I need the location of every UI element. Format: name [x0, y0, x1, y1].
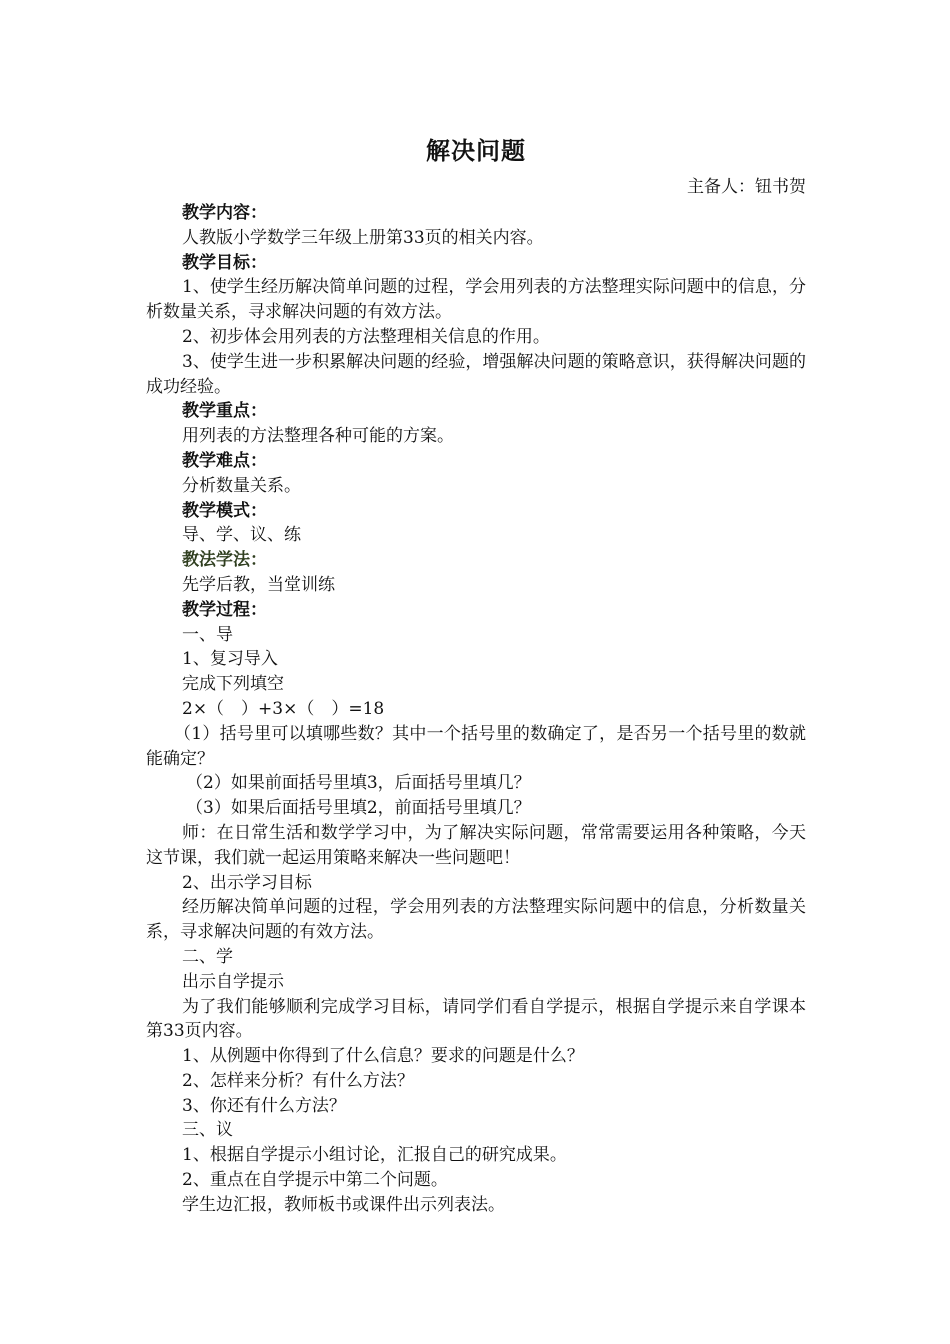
paragraph: （1）括号里可以填哪些数？其中一个括号里的数确定了，是否另一个括号里的数就能确定？ [146, 723, 806, 769]
section-heading: 二、学 [182, 946, 233, 967]
paragraph: 人教版小学数学三年级上册第33页的相关内容。 [182, 227, 544, 248]
paragraph: 2、初步体会用列表的方法整理相关信息的作用。 [182, 326, 550, 347]
paragraph: （2）如果前面括号里填3，后面括号里填几？ [186, 773, 531, 794]
heading-key-points: 教学重点： [182, 401, 267, 422]
paragraph: 用列表的方法整理各种可能的方案。 [182, 426, 454, 447]
paragraph: 1、根据自学提示小组讨论，汇报自己的研究成果。 [182, 1145, 567, 1166]
paragraph: 1、使学生经历解决简单问题的过程，学会用列表的方法整理实际问题中的信息，分析数量关系，寻求解决问题的有效方法。 [146, 277, 806, 323]
document-page [146, 133, 806, 1218]
heading-teaching-process: 教学过程： [182, 599, 267, 620]
section-heading: 三、议 [182, 1120, 233, 1141]
heading-teaching-mode: 教学模式： [182, 500, 267, 521]
heading-teaching-content: 教学内容： [182, 203, 267, 223]
paragraph: 师：在日常生活和数学学习中，为了解决实际问题，常常需要运用各种策略，今天这节课，我们就一起运用策略来解决一些问题吧！ [146, 822, 806, 868]
paragraph: 完成下列填空 [182, 674, 284, 695]
paragraph: 分析数量关系。 [182, 475, 301, 496]
paragraph: 3、你还有什么方法？ [182, 1095, 346, 1116]
document-author: 主备人：钮书贺 [687, 177, 806, 197]
document-title: 解决问题 [426, 136, 526, 165]
paragraph: 经历解决简单问题的过程，学会用列表的方法整理实际问题中的信息，分析数量关系，寻求解决问题的有效方法。 [146, 897, 806, 943]
paragraph: 2、重点在自学提示中第二个问题。 [182, 1170, 448, 1191]
paragraph: 学生边汇报，教师板书或课件出示列表法。 [182, 1194, 505, 1215]
equation-line: 2×（ ）+3×（ ）=18 [182, 698, 385, 719]
paragraph: 先学后教，当堂训练 [182, 574, 335, 595]
paragraph: 3、使学生进一步积累解决问题的经验，增强解决问题的策略意识，获得解决问题的成功经验。 [146, 351, 806, 397]
heading-teaching-goals: 教学目标： [182, 252, 267, 273]
paragraph: 2、怎样来分析？有什么方法？ [182, 1070, 414, 1091]
paragraph: 出示自学提示 [182, 971, 284, 992]
paragraph: （3）如果后面括号里填2，前面括号里填几？ [186, 798, 531, 819]
paragraph: 为了我们能够顺利完成学习目标，请同学们看自学提示，根据自学提示来自学课本第33页内容。 [146, 996, 806, 1042]
heading-difficulties: 教学难点： [182, 450, 267, 471]
paragraph: 1、从例题中你得到了什么信息？要求的问题是什么？ [182, 1046, 584, 1067]
paragraph: 2、出示学习目标 [182, 872, 312, 893]
section-heading: 一、导 [182, 624, 233, 645]
heading-teaching-methods: 教法学法： [182, 550, 267, 571]
paragraph: 1、复习导入 [182, 649, 278, 670]
paragraph: 导、学、议、练 [182, 525, 301, 546]
